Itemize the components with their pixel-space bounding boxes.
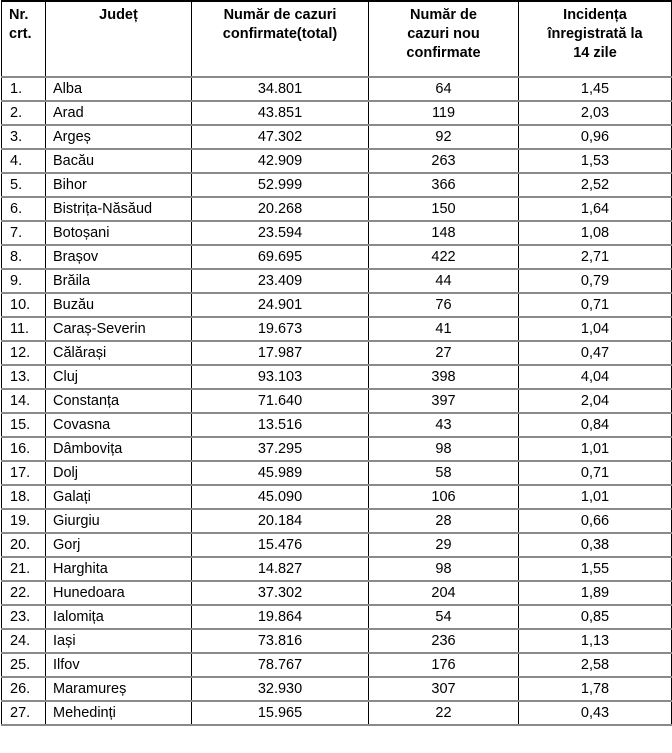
cell-judet: Ilfov [46, 653, 192, 677]
cell-incidence: 0,84 [519, 413, 672, 437]
cell-judet: Mehedinți [46, 701, 192, 725]
cell-incidence: 4,04 [519, 365, 672, 389]
cell-judet: Buzău [46, 293, 192, 317]
cell-incidence: 2,71 [519, 245, 672, 269]
cell-nr-crt: 21. [2, 557, 46, 581]
cell-new-cases: 41 [369, 317, 519, 341]
table-row [2, 173, 672, 197]
cell-judet: Bistrița-Năsăud [46, 197, 192, 221]
cell-total-cases: 15.965 [192, 701, 369, 725]
cell-new-cases: 397 [369, 389, 519, 413]
cell-incidence: 0,66 [519, 509, 672, 533]
cell-incidence: 0,79 [519, 269, 672, 293]
table-row [2, 293, 672, 317]
cell-new-cases: 44 [369, 269, 519, 293]
cell-new-cases: 119 [369, 101, 519, 125]
table-row [2, 101, 672, 125]
cell-new-cases: 263 [369, 149, 519, 173]
cell-nr-crt: 10. [2, 293, 46, 317]
column-header-new-cases-line1: Număr de [410, 7, 477, 23]
cell-nr-crt: 5. [2, 173, 46, 197]
cell-total-cases: 23.594 [192, 221, 369, 245]
cell-nr-crt: 7. [2, 221, 46, 245]
table-row [2, 221, 672, 245]
cell-incidence: 1,45 [519, 77, 672, 101]
cell-total-cases: 37.295 [192, 437, 369, 461]
cell-incidence: 1,64 [519, 197, 672, 221]
cell-new-cases: 92 [369, 125, 519, 149]
cell-total-cases: 71.640 [192, 389, 369, 413]
cell-total-cases: 17.987 [192, 341, 369, 365]
cell-nr-crt: 8. [2, 245, 46, 269]
column-header-nr-crt [2, 1, 46, 77]
column-header-judet-line1: Județ [99, 7, 138, 23]
cell-nr-crt: 2. [2, 101, 46, 125]
cell-judet: Cluj [46, 365, 192, 389]
cell-incidence: 0,85 [519, 605, 672, 629]
table-body [2, 77, 672, 725]
cell-total-cases: 24.901 [192, 293, 369, 317]
column-header-incidence [519, 1, 672, 77]
cell-nr-crt: 3. [2, 125, 46, 149]
cell-judet: Brașov [46, 245, 192, 269]
column-header-incidence-line3: 14 zile [573, 45, 617, 62]
cell-new-cases: 106 [369, 485, 519, 509]
cell-incidence: 1,13 [519, 629, 672, 653]
cell-judet: Argeș [46, 125, 192, 149]
cell-total-cases: 20.184 [192, 509, 369, 533]
cell-judet: Alba [46, 77, 192, 101]
cell-total-cases: 43.851 [192, 101, 369, 125]
county-statistics-table [1, 0, 672, 726]
cell-total-cases: 13.516 [192, 413, 369, 437]
cell-new-cases: 43 [369, 413, 519, 437]
table-row [2, 581, 672, 605]
cell-new-cases: 236 [369, 629, 519, 653]
cell-judet: Dâmbovița [46, 437, 192, 461]
cell-new-cases: 150 [369, 197, 519, 221]
column-header-total-cases-line2: confirmate(total) [222, 26, 338, 43]
table-row [2, 149, 672, 173]
cell-judet: Brăila [46, 269, 192, 293]
column-header-judet [46, 1, 192, 77]
cell-new-cases: 54 [369, 605, 519, 629]
cell-incidence: 1,01 [519, 485, 672, 509]
column-header-incidence-line2: înregistrată la [547, 26, 643, 43]
cell-judet: Constanța [46, 389, 192, 413]
cell-incidence: 2,04 [519, 389, 672, 413]
cell-nr-crt: 16. [2, 437, 46, 461]
cell-nr-crt: 24. [2, 629, 46, 653]
cell-nr-crt: 11. [2, 317, 46, 341]
cell-judet: Gorj [46, 533, 192, 557]
cell-nr-crt: 12. [2, 341, 46, 365]
table-row [2, 389, 672, 413]
cell-incidence: 1,55 [519, 557, 672, 581]
cell-nr-crt: 17. [2, 461, 46, 485]
table-row [2, 437, 672, 461]
cell-total-cases: 93.103 [192, 365, 369, 389]
column-header-nr-crt-line2: crt. [9, 26, 32, 43]
table-row [2, 365, 672, 389]
cell-judet: Maramureș [46, 677, 192, 701]
cell-incidence: 0,47 [519, 341, 672, 365]
cell-incidence: 1,08 [519, 221, 672, 245]
cell-judet: Botoșani [46, 221, 192, 245]
cell-new-cases: 29 [369, 533, 519, 557]
cell-new-cases: 398 [369, 365, 519, 389]
cell-nr-crt: 27. [2, 701, 46, 725]
table-row [2, 269, 672, 293]
cell-incidence: 2,58 [519, 653, 672, 677]
cell-new-cases: 422 [369, 245, 519, 269]
cell-total-cases: 73.816 [192, 629, 369, 653]
table-row [2, 341, 672, 365]
table-row [2, 701, 672, 725]
cell-nr-crt: 18. [2, 485, 46, 509]
table-row [2, 677, 672, 701]
cell-new-cases: 27 [369, 341, 519, 365]
cell-incidence: 0,71 [519, 461, 672, 485]
cell-judet: Dolj [46, 461, 192, 485]
table-row [2, 77, 672, 101]
cell-new-cases: 76 [369, 293, 519, 317]
cell-judet: Hunedoara [46, 581, 192, 605]
cell-total-cases: 69.695 [192, 245, 369, 269]
column-header-nr-crt-line1: Nr. [9, 7, 29, 23]
table-row [2, 485, 672, 509]
table-row [2, 653, 672, 677]
cell-new-cases: 176 [369, 653, 519, 677]
table-row [2, 125, 672, 149]
cell-total-cases: 20.268 [192, 197, 369, 221]
cell-new-cases: 28 [369, 509, 519, 533]
cell-total-cases: 45.989 [192, 461, 369, 485]
column-header-new-cases-line3: confirmate [406, 45, 481, 62]
cell-nr-crt: 9. [2, 269, 46, 293]
cell-nr-crt: 14. [2, 389, 46, 413]
cell-incidence: 1,89 [519, 581, 672, 605]
cell-judet: Harghita [46, 557, 192, 581]
cell-judet: Arad [46, 101, 192, 125]
table-row [2, 461, 672, 485]
cell-judet: Bacău [46, 149, 192, 173]
cell-incidence: 1,53 [519, 149, 672, 173]
column-header-new-cases [369, 1, 519, 77]
cell-new-cases: 22 [369, 701, 519, 725]
cell-incidence: 2,52 [519, 173, 672, 197]
cell-incidence: 0,96 [519, 125, 672, 149]
column-header-new-cases-line2: cazuri nou [407, 26, 480, 43]
table-row [2, 629, 672, 653]
cell-total-cases: 32.930 [192, 677, 369, 701]
table-row [2, 197, 672, 221]
table-row [2, 413, 672, 437]
column-header-total-cases [192, 1, 369, 77]
cell-nr-crt: 23. [2, 605, 46, 629]
cell-nr-crt: 1. [2, 77, 46, 101]
cell-new-cases: 98 [369, 437, 519, 461]
cell-total-cases: 19.864 [192, 605, 369, 629]
cell-new-cases: 148 [369, 221, 519, 245]
cell-nr-crt: 13. [2, 365, 46, 389]
cell-new-cases: 58 [369, 461, 519, 485]
cell-total-cases: 42.909 [192, 149, 369, 173]
cell-incidence: 0,43 [519, 701, 672, 725]
cell-judet: Caraș-Severin [46, 317, 192, 341]
table-row [2, 605, 672, 629]
cell-incidence: 2,03 [519, 101, 672, 125]
cell-nr-crt: 15. [2, 413, 46, 437]
cell-nr-crt: 26. [2, 677, 46, 701]
cell-nr-crt: 22. [2, 581, 46, 605]
cell-judet: Covasna [46, 413, 192, 437]
cell-total-cases: 52.999 [192, 173, 369, 197]
cell-incidence: 1,04 [519, 317, 672, 341]
table-row [2, 317, 672, 341]
cell-incidence: 1,01 [519, 437, 672, 461]
cell-judet: Giurgiu [46, 509, 192, 533]
cell-total-cases: 23.409 [192, 269, 369, 293]
cell-total-cases: 78.767 [192, 653, 369, 677]
column-header-incidence-line1: Incidența [563, 7, 627, 23]
cell-total-cases: 34.801 [192, 77, 369, 101]
cell-judet: Iași [46, 629, 192, 653]
cell-judet: Galați [46, 485, 192, 509]
cell-judet: Ialomița [46, 605, 192, 629]
cell-nr-crt: 25. [2, 653, 46, 677]
cell-total-cases: 47.302 [192, 125, 369, 149]
column-header-total-cases-line1: Număr de cazuri [223, 7, 337, 23]
cell-new-cases: 366 [369, 173, 519, 197]
cell-new-cases: 64 [369, 77, 519, 101]
cell-nr-crt: 19. [2, 509, 46, 533]
table-header-row [2, 1, 672, 77]
cell-total-cases: 19.673 [192, 317, 369, 341]
cell-new-cases: 98 [369, 557, 519, 581]
table-row [2, 245, 672, 269]
cell-judet: Bihor [46, 173, 192, 197]
cell-new-cases: 204 [369, 581, 519, 605]
cell-nr-crt: 6. [2, 197, 46, 221]
cell-incidence: 0,71 [519, 293, 672, 317]
cell-incidence: 1,78 [519, 677, 672, 701]
table-row [2, 557, 672, 581]
cell-new-cases: 307 [369, 677, 519, 701]
table-row [2, 533, 672, 557]
cell-incidence: 0,38 [519, 533, 672, 557]
table-row [2, 509, 672, 533]
cell-total-cases: 45.090 [192, 485, 369, 509]
cell-judet: Călărași [46, 341, 192, 365]
cell-nr-crt: 20. [2, 533, 46, 557]
cell-total-cases: 14.827 [192, 557, 369, 581]
cell-total-cases: 15.476 [192, 533, 369, 557]
cell-total-cases: 37.302 [192, 581, 369, 605]
cell-nr-crt: 4. [2, 149, 46, 173]
table-header [2, 1, 672, 77]
